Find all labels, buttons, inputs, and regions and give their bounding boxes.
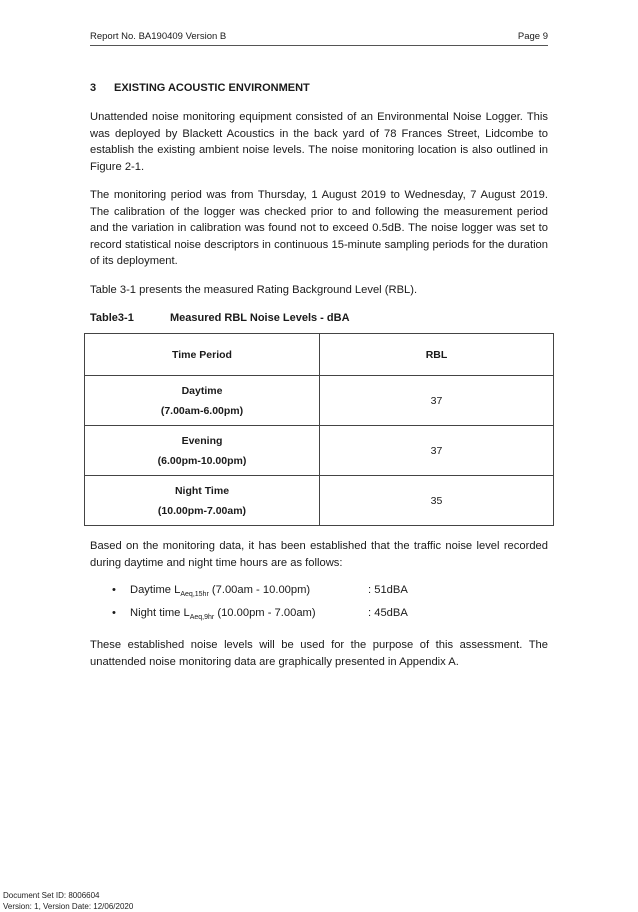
period-cell [85,376,320,426]
paragraph-monitoring-period: The monitoring period was from Thursday, 1 August 2019 to Wednesday, 7 August 2019. The calibration of the logger was checked prior to and following the measurement period and the variation in calibration was found not to exceed 0.5dB. The noise logger was set to record statistical noise descriptors in continuous 15-minute sampling periods for the duration of its deployment. [90,189,548,268]
paragraph-traffic-noise: Based on the monitoring data, it has been established that the traffic noise level recorded during daytime and night time hours are as follows: [90,540,548,569]
table-row [85,376,554,426]
document-footer [3,890,133,912]
paragraph-conclusion: These established noise levels will be used for the purpose of this assessment. The unattended noise monitoring data are graphically presented in Appendix A. [90,639,548,668]
col-header-time-period: Time Period [85,334,320,376]
noise-level-list [112,584,408,630]
section-title: EXISTING ACOUSTIC ENVIRONMENT [114,82,310,94]
period-range: (6.00pm-10.00pm) [157,454,247,467]
period-range: (10.00pm-7.00am) [157,504,247,517]
paragraph-table-intro: Table 3-1 presents the measured Rating Background Level (RBL). [90,284,418,296]
list-item [112,584,408,607]
bullet-label: Night time $L_{Aeq,9hr}$ (10.00pm - 7.00am) [130,607,316,622]
table-caption [90,312,350,324]
paragraph-monitoring-equipment: Unattended noise monitoring equipment consisted of an Environmental Noise Logger. This was deployed by Blackett Acoustics in the back yard of 78 Frances Street, Lidcombe to establish the existing ambient noise levels. The noise monitoring location is also outlined in Figure 2-1. [90,111,548,173]
document-set-id: Document Set ID: 8006604 [3,891,100,900]
period-name: Daytime [181,384,223,397]
period-cell [85,476,320,526]
report-number: Report No. BA190409 Version B [90,31,227,42]
period-name: Night Time [174,484,230,497]
page-number: Page 9 [517,31,548,42]
rbl-table [84,333,554,526]
col-header-rbl: RBL [320,334,554,376]
page-header [90,31,548,46]
bullet-value: : 51dBA [368,584,408,596]
table-row [85,426,554,476]
table-caption-title: Measured RBL Noise Levels - dBA [170,312,350,324]
rbl-value: 37 [320,376,554,426]
section-number: 3 [90,82,97,94]
bullet-value: : 45dBA [368,607,408,619]
list-item [112,607,408,630]
document-version: Version: 1, Version Date: 12/06/2020 [3,902,134,911]
table-row [85,476,554,526]
bullet-icon: • [112,584,116,596]
period-name: Evening [181,434,223,447]
period-cell [85,426,320,476]
rbl-value: 37 [320,426,554,476]
bullet-label: Daytime $L_{Aeq,15hr}$ (7.00am - 10.00pm) [130,584,311,599]
bullet-icon: • [112,607,116,619]
table-caption-id: Table3-1 [90,312,134,324]
period-range: (7.00am-6.00pm) [160,404,244,417]
rbl-value: 35 [320,476,554,526]
section-heading [90,82,310,94]
table-header-row [85,334,554,376]
